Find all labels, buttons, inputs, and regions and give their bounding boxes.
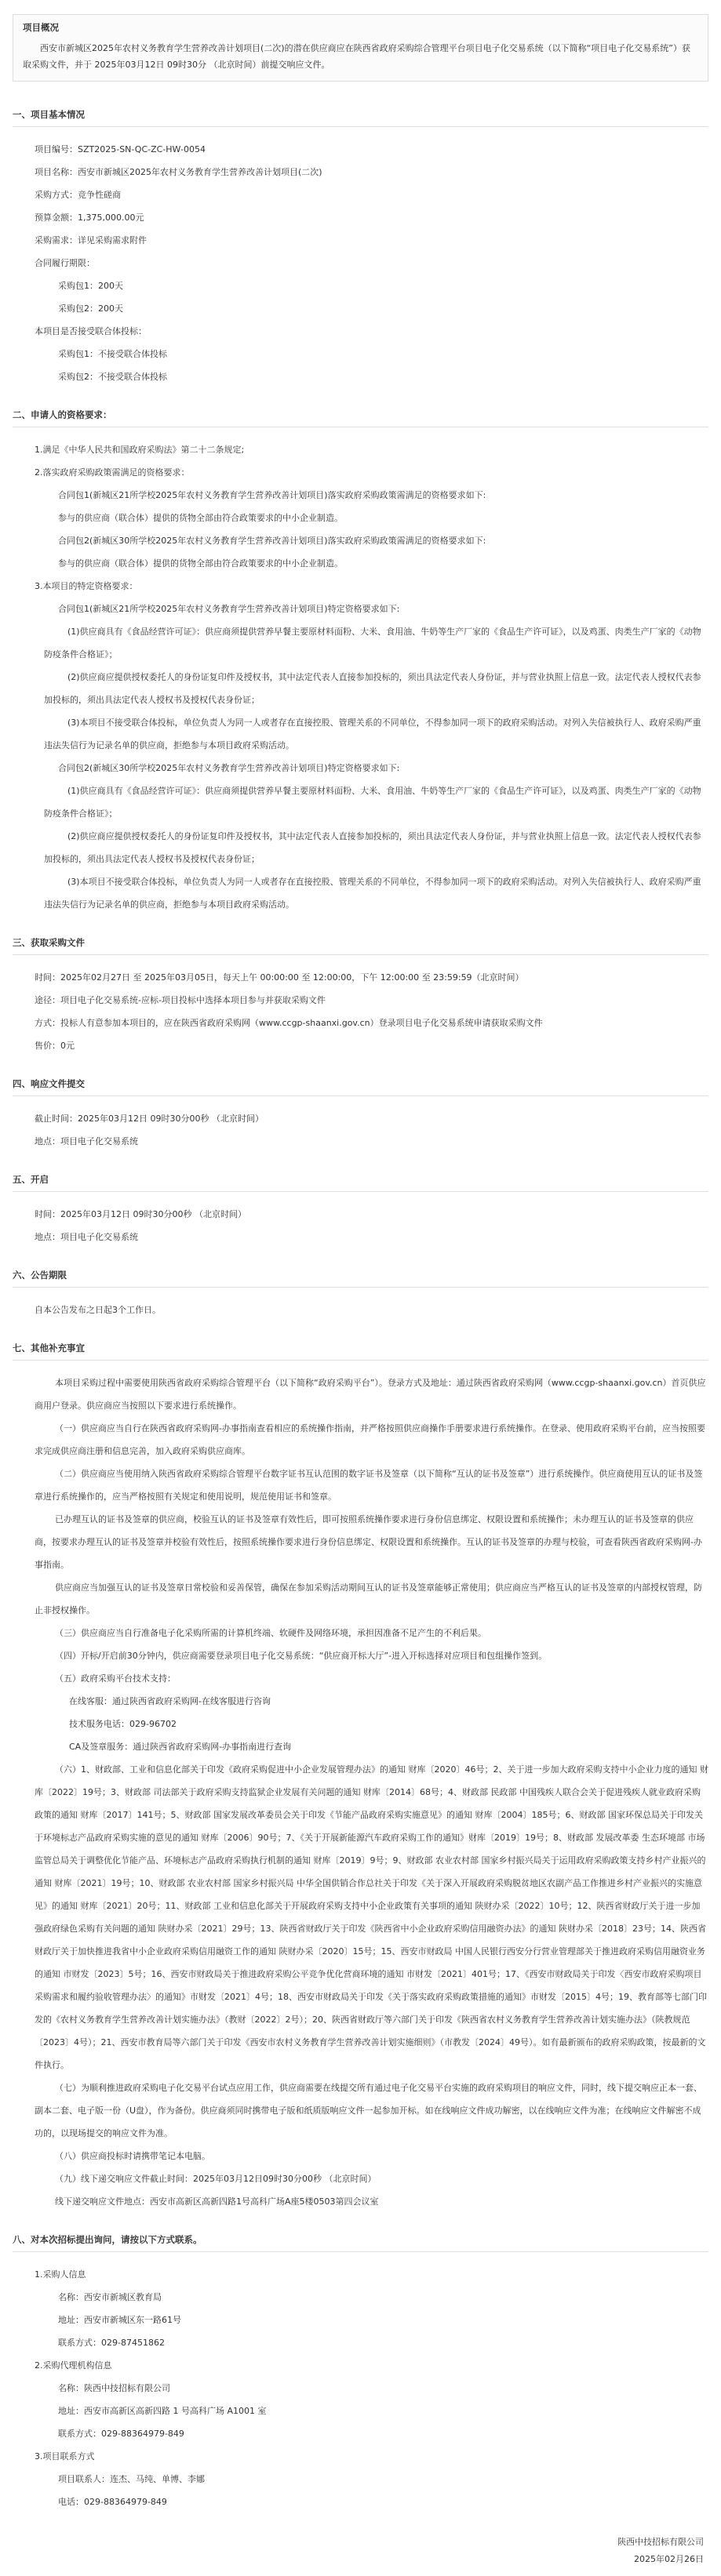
purchaser-contact: 联系方式：029-87451862 [58, 2338, 165, 2348]
section-heading: 八、对本次招标提出询问，请按以下方式联系。 [13, 2233, 708, 2252]
supplementary-item: 已办理互认的证书及签章的供应商，校验互认的证书及签章有效性后，即可按照系统操作要求进行身份信息绑定、权限设置和系统操作；未办理互认的证书及签章的供应商，按要求办理互认的证书及签章并校验有效性后，按照系统操作要求进行身份信息绑定、权限设置和系统操作。互认的证书及签章的办理与校验，可查看陕西省政府采购网-办事指南。 [35, 1514, 702, 1570]
budget-amount: 预算金额：1,375,000.00元 [35, 213, 144, 223]
qualification-item: (1)供应商具有《食品经营许可证》：供应商须提供营养早餐主要原材料面粉、大米、食用油、牛奶等生产厂家的《食品生产许可证》，以及鸡蛋、肉类生产厂家的《动物防疫条件合格证》； [44, 627, 701, 659]
document-price: 售价：0元 [35, 1041, 75, 1051]
obtain-channel: 途径：项目电子化交易系统-应标-项目投标中选择本项目参与并获取采购文件 [35, 995, 326, 1005]
purchaser-name: 名称：西安市新城区教育局 [58, 2292, 162, 2302]
overview-text: 西安市新城区2025年农村义务教育学生营养改善计划项目(二次)的潜在供应商应在陕西省政府采购综合管理平台项目电子化交易系统（以下简称“项目电子化交易系统”）获取采购文件，并于 2025年03月12日 09时30分 （北京时间）前提交响应文件。 [23, 43, 690, 70]
policy-list: （六）1、财政部、工业和信息化部关于印发《政府采购促进中小企业发展管理办法》的通知 财库〔2020〕46号；2、关于进一步加大政府采购支持中小企业力度的通知 财库〔2022〕19号；3、财政部 司法部关于政府采购支持监狱企业发展有关问题的通知 财库〔2014〕68号；4、财政部 民政部 中国残疾人联合会关于促进残疾人就业政府采购政策的通知 财库〔2017〕141号；5、财政部 国家发展改革委员会关于印发《节能产品政府采购实施意见》的通知 财库〔2004〕185号；6、财政部 国家环保总局关于印发关于环境标志产品政府采购实施的意见的通知 财库〔2006〕90号；7、《关于开展新能源汽车政府采购工作的通知》财库〔2019〕19号；8、财政部 发展改革委 生态环境部 市场监管总局关于调整优化节能产品、环境标志产品政府采购执行机制的通知 财库〔2019〕9号；9、财政部 农业农村部 国家乡村振兴局关于运用政府采购政策支持乡村产业振兴的通知 财库〔2021〕19号；10、财政部 农业农村部 国家乡村振兴局 中华全国供销合作总社关于印发《关于深入开展政府采购脱贫地区农副产品工作推进乡村产业振兴的实施意见》的通知 财库〔2021〕20号；11、财政部 工业和信息化部关于开展政府采购支持中小企业政策有关事项的通知 陕财办采〔2022〕10号；12、陕西省财政厅关于进一步加强政府绿色采购有关问题的通知 陕财办采〔2021〕29号；13、陕西省财政厅关于印发《陕西省中小企业政府采购信用融资办法》的通知 陕财办采〔2018〕23号；14、陕西省财政厅关于加快推进我省中小企业政府采购信用融资工作的通知 陕财办采〔2020〕15号；15、西安市财政局 中国人民银行西安分行营业管理部关于推进政府采购信用融资业务的通知 市财发〔2023〕5号；16、西安市财政局关于推进政府采购公平竞争优化营商环境的通知 市财发〔2021〕401号；17、《西安市财政局关于印发〈西安市政府采购项目采购需求和履约验收管理办法〉的通知》市财发〔2021〕4号；18、西安市财政局关于印发《关于落实政府采购政策措施的通知》市财发〔2015〕4号；19、教育部等七部门印发的《农村义务教育学生营养改善计划实施办法》（教财〔2022〕2号）；20、陕西省财政厅等六部门关于印发《陕西省农村义务教育学生营养改善计划实施办法》（陕教规范〔2023〕4号）；21、西安市教育局等六部门关于印发《西安市农村义务教育学生营养改善计划实施细则》（市教发〔2024〕49号）。如有最新颁布的政府采购政策，按最新的文件执行。 [35, 1764, 708, 2070]
qualification-item: 合同包1(新城区21所学校2025年农村义务教育学生营养改善计划项目)特定资格要求如下: [58, 604, 400, 614]
agency-contact: 联系方式：029-88364979-849 [58, 2429, 184, 2439]
qualification-item: 合同包2(新城区30所学校2025年农村义务教育学生营养改善计划项目)落实政府采购政策需满足的资格要求如下: [58, 536, 486, 546]
consortium-label: 本项目是否接受联合体投标： [35, 326, 147, 336]
section-heading: 一、项目基本情况 [13, 108, 708, 127]
qualification-item: 参与的供应商（联合体）提供的货物全部由符合政策要求的中小企业制造。 [58, 513, 343, 523]
section-heading: 二、申请人的资格要求： [13, 409, 708, 427]
qualification-item: (2)供应商应提供授权委托人的身份证复印件及授权书，其中法定代表人直接参加投标的，须出具法定代表人身份证，并与营业执照上信息一致。法定代表人授权代表参加投标的，须出具法定代表人授权书及授权代表身份证； [44, 672, 701, 705]
procurement-requirement: 采购需求：详见采购需求附件 [35, 235, 147, 245]
supplementary-item: （七）为顺利推进政府采购电子化交易平台试点应用工作，供应商需要在线提交所有通过电子化交易平台实施的政府采购项目的响应文件，同时，线下提交响应正本一套、副本二套、电子版一份（U盘），作为备份。供应商须同时携带电子版和纸质版响应文件一起参加开标。如在线响应文件成功解密，以在线响应文件为准；在线响应文件解密不成功的，以现场提交的响应文件为准。 [35, 2083, 702, 2138]
opening-time: 时间：2025年03月12日 09时30分00秒 （北京时间） [35, 1209, 246, 1219]
supplementary-item: （五）政府采购平台技术支持： [55, 1673, 176, 1684]
supplementary-item: （三）供应商应当自行准备电子化采购所需的计算机终端、软硬件及网络环境，承担因准备不足产生的不利后果。 [55, 1628, 486, 1638]
qualification-item: 合同包2(新城区30所学校2025年农村义务教育学生营养改善计划项目)特定资格要求如下: [58, 763, 400, 773]
section-notice-period [13, 1269, 708, 1321]
section-heading: 七、其他补充事宜 [13, 1342, 708, 1361]
section-heading: 五、开启 [13, 1173, 708, 1192]
qualification-item: 参与的供应商（联合体）提供的货物全部由符合政策要求的中小企业制造。 [58, 558, 343, 569]
overview-title: 项目概况 [23, 22, 59, 33]
qualification-item: 合同包1(新城区21所学校2025年农村义务教育学生营养改善计划项目)落实政府采购政策需满足的资格要求如下: [58, 490, 486, 500]
section-heading: 六、公告期限 [13, 1269, 708, 1288]
supplementary-item: （二）供应商应当使用纳入陕西省政府采购综合管理平台数字证书互认范围的数字证书及签章（以下简称“互认的证书及签章”）进行系统操作。供应商使用互认的证书及签章进行系统操作的，应当严格按照有关规定和使用说明，规范使用证书和签章。 [35, 1469, 703, 1502]
section-heading: 三、获取采购文件 [13, 936, 708, 955]
obtain-time: 时间：2025年02月27日 至 2025年03月05日，每天上午 00:00:00 至 12:00:00，下午 12:00:00 至 23:59:59（北京时间） [35, 972, 524, 983]
package-2-period: 采购包2：200天 [58, 303, 123, 314]
section-basic-info [13, 108, 708, 388]
offline-location: 线下递交响应文件地点：西安市高新区高新四路1号高科广场A座5楼0503第四会议室 [55, 2196, 379, 2207]
section-qualifications [13, 409, 708, 916]
qualification-item: (1)供应商具有《食品经营许可证》：供应商须提供营养早餐主要原材料面粉、大米、食用油、牛奶等生产厂家的《食品生产许可证》，以及鸡蛋、肉类生产厂家的《动物防疫条件合格证》； [44, 786, 701, 819]
qualification-item: 1.满足《中华人民共和国政府采购法》第二十二条规定; [35, 445, 245, 455]
opening-location: 地点：项目电子化交易系统 [35, 1232, 138, 1242]
qualification-item: (3)本项目不接受联合体投标，单位负责人为同一人或者存在直接控股、管理关系的不同单位，不得参加同一项下的政府采购活动。对列入失信被执行人、政府采购严重违法失信行为记录名单的供应商，拒绝参与本项目政府采购活动。 [44, 877, 701, 910]
contract-period-label: 合同履行期限： [35, 258, 95, 268]
obtain-method: 方式：投标人有意参加本项目的，应在陕西省政府采购网（www.ccgp-shaanxi.gov.cn）登录项目电子化交易系统申请获取采购文件 [35, 1018, 543, 1028]
section-contacts [13, 2233, 708, 2513]
section-heading: 四、响应文件提交 [13, 1077, 708, 1096]
signature-org: 陕西中技招标有限公司 [617, 2537, 704, 2547]
supplementary-item: （四）开标/开启前30分钟内，供应商需要登录项目电子化交易系统：“供应商开标大厅”-进入开标选择对应项目和包组操作签到。 [55, 1651, 548, 1661]
section-obtain-documents [13, 936, 708, 1057]
purchaser-address: 地址：西安市新城区东一路61号 [58, 2315, 181, 2325]
qualification-item: (3)本项目不接受联合体投标，单位负责人为同一人或者存在直接控股、管理关系的不同单位，不得参加同一项下的政府采购活动。对列入失信被执行人、政府采购严重违法失信行为记录名单的供应商，拒绝参与本项目政府采购活动。 [44, 718, 701, 750]
project-number: 项目编号：SZT2025-SN-QC-ZC-HW-0054 [35, 144, 206, 154]
supplementary-item: （一）供应商应当自行在陕西省政府采购网-办事指南查看相应的系统操作指南，并严格按照供应商操作手册要求进行系统操作。在登录、使用政府采购平台前，应当按照要求完成供应商注册和信息完善，加入政府采购供应商库。 [35, 1423, 705, 1456]
project-name: 项目名称：西安市新城区2025年农村义务教育学生营养改善计划项目(二次) [35, 167, 322, 177]
procurement-method: 采购方式：竞争性磋商 [35, 190, 121, 200]
qualification-item: (2)供应商应提供授权委托人的身份证复印件及授权书，其中法定代表人直接参加投标的，须出具法定代表人身份证，并与营业执照上信息一致。法定代表人授权代表参加投标的，须出具法定代表人授权书及授权代表身份证； [44, 831, 701, 864]
purchaser-info-heading: 1.采购人信息 [35, 2269, 86, 2280]
support-ca-service: CA及签章服务：通过陕西省政府采购网-办事指南进行查询 [69, 1742, 292, 1752]
support-phone: 技术服务电话：029-96702 [69, 1719, 177, 1729]
package-1-period: 采购包1：200天 [58, 281, 123, 291]
agency-address: 地址：西安市高新区高新四路 1 号高科广场 A1001 室 [58, 2406, 267, 2416]
supplementary-item: （八）供应商投标时请携带笔记本电脑。 [55, 2151, 210, 2161]
package-1-consortium: 采购包1：不接受联合体投标 [58, 349, 167, 359]
notice-period-text: 自本公告发布之日起3个工作日。 [35, 1305, 161, 1315]
project-overview-box [13, 14, 708, 82]
section-opening [13, 1173, 708, 1248]
project-contact-persons: 项目联系人：连杰、马纯、单博、李娜 [58, 2474, 205, 2484]
package-2-consortium: 采购包2：不接受联合体投标 [58, 372, 167, 382]
qualification-item: 2.落实政府采购政策需满足的资格要求： [35, 467, 190, 478]
agency-info-heading: 2.采购代理机构信息 [35, 2360, 112, 2371]
section-response-submission [13, 1077, 708, 1153]
supplementary-item: 供应商应当加强互认的证书及签章日常校验和妥善保管，确保在参加采购活动期间互认的证书及签章能够正常使用；供应商应当严格互认的证书及签章的内部授权管理，防止非授权操作。 [35, 1582, 702, 1615]
project-contact-heading: 3.项目联系方式 [35, 2451, 95, 2462]
qualification-item: 3.本项目的特定资格要求： [35, 581, 138, 591]
submission-deadline: 截止时间：2025年03月12日 09时30分00秒 （北京时间） [35, 1114, 264, 1124]
offline-deadline: （九）线下递交响应文件截止时间：2025年03月12日09时30分00秒 （北京时间） [55, 2174, 377, 2184]
signature-date: 2025年02月26日 [634, 2554, 704, 2564]
project-contact-phone: 电话：029-88364979-849 [58, 2497, 167, 2507]
supplementary-item: 本项目采购过程中需要使用陕西省政府采购综合管理平台（以下简称“政府采购平台”）。登录方式及地址：通过陕西省政府采购网（www.ccgp-shaanxi.gov.cn）首页供应商用户登录。供应商应当按照以下要求进行系统操作。 [35, 1378, 706, 1411]
section-supplementary [13, 1342, 708, 2213]
agency-name: 名称：陕西中技招标有限公司 [58, 2383, 170, 2393]
submission-location: 地点：项目电子化交易系统 [35, 1136, 138, 1146]
support-online-service: 在线客服：通过陕西省政府采购网-在线客服进行咨询 [69, 1696, 271, 1706]
signature-block [13, 2534, 708, 2568]
